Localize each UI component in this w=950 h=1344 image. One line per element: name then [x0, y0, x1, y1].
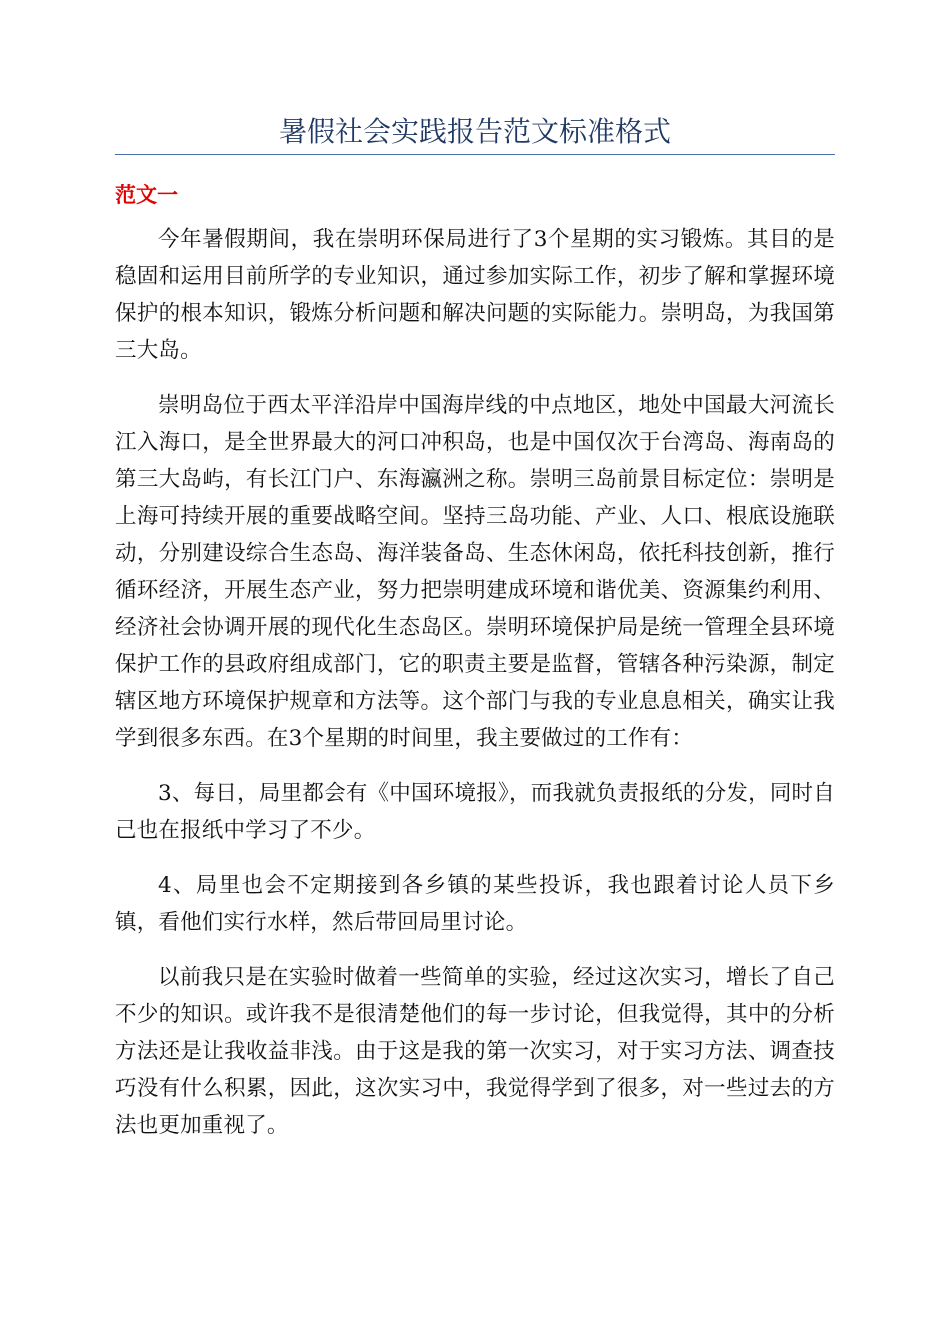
paragraph-1: 今年暑假期间，我在崇明环保局进行了3个星期的实习锻炼。其目的是稳固和运用目前所学的专业知识，通过参加实际工作，初步了解和掌握环境保护的根本知识，锻炼分析问题和解决问题的实际能力。崇明岛，为我国第三大岛。	[115, 227, 835, 363]
document-body	[115, 221, 835, 1162]
title-underline	[115, 154, 835, 155]
section-heading: 范文一	[115, 183, 178, 207]
document-title: 暑假社会实践报告范文标准格式	[278, 115, 671, 148]
paragraph-2: 崇明岛位于西太平洋沿岸中国海岸线的中点地区，地处中国最大河流长江入海口，是全世界最大的河口冲积岛，也是中国仅次于台湾岛、海南岛的第三大岛屿，有长江门户、东海瀛洲之称。崇明三岛前景目标定位：崇明是上海可持续开展的重要战略空间。坚持三岛功能、产业、人口、根底设施联动，分别建设综合生态岛、海洋装备岛、生态休闲岛，依托科技创新，推行循环经济，开展生态产业，努力把崇明建成环境和谐优美、资源集约利用、经济社会协调开展的现代化生态岛区。崇明环境保护局是统一管理全县环境保护工作的县政府组成部门，它的职责主要是监督，管辖各种污染源，制定辖区地方环境保护规章和方法等。这个部门与我的专业息息相关，确实让我学到很多东西。在3个星期的时间里，我主要做过的工作有：	[115, 393, 835, 751]
paragraph-3: 3、每日，局里都会有《中国环境报》，而我就负责报纸的分发，同时自己也在报纸中学习了不少。	[115, 781, 835, 843]
paragraph-4: 4、局里也会不定期接到各乡镇的某些投诉，我也跟着讨论人员下乡镇，看他们实行水样，然后带回局里讨论。	[115, 873, 835, 935]
paragraph-5: 以前我只是在实验时做着一些简单的实验，经过这次实习，增长了自己不少的知识。或许我不是很清楚他们的每一步讨论，但我觉得，其中的分析方法还是让我收益非浅。由于这是我的第一次实习，对于实习方法、调查技巧没有什么积累，因此，这次实习中，我觉得学到了很多，对一些过去的方法也更加重视了。	[115, 965, 835, 1138]
